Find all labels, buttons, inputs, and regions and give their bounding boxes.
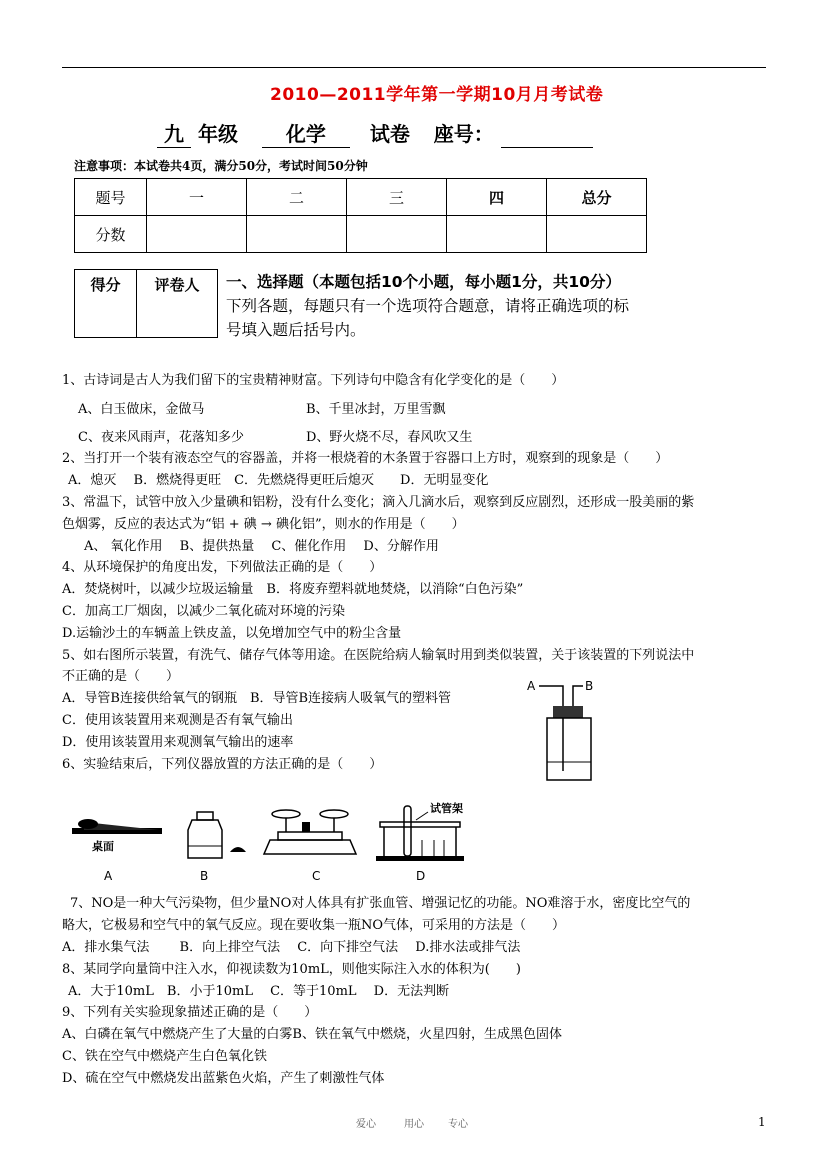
score-input-cell[interactable] <box>347 216 447 253</box>
option-5c: C．使用该装置用来观测是否有氧气输出 <box>62 713 293 728</box>
options-3: A、 氧化作用 B、提供热量 C、催化作用 D、分解作用 <box>84 539 439 554</box>
question-3-line2: 色烟雾，反应的表达式为“铝 + 碘 → 碘化铝”，则水的作用是（ ） <box>62 517 465 532</box>
subject-value: 化学 <box>262 118 350 148</box>
option-4c: C．加高工厂烟囱，以减少二氧化硫对环境的污染 <box>62 604 345 619</box>
options-7: A．排水集气法 B．向上排空气法 C．向下排空气法 D.排水法或排气法 <box>62 940 521 955</box>
figure-a-dropper <box>72 819 162 853</box>
score-input-cell[interactable] <box>547 216 647 253</box>
grader-name-label: 评卷人 <box>137 270 218 338</box>
grader-table <box>74 269 218 338</box>
figure-label-c: C <box>312 869 321 883</box>
question-3-line1: 3、常温下，试管中放入少量碘和铝粉，没有什么变化；滴入几滴水后，观察到反应剧烈，还形成一股美丽的紫 <box>62 495 695 510</box>
question-1: 1、古诗词是古人为我们留下的宝贵精神财富。下列诗句中隐含有化学变化的是（ ） <box>62 373 565 388</box>
notice: 注意事项：本试卷共4页，满分50分，考试时间50分钟 <box>74 159 368 173</box>
instrument-figures <box>64 800 484 886</box>
question-5-line2: 不正确的是（ ） <box>62 669 180 684</box>
question-7-line1: 7、NO是一种大气污染物，但少量NO对人体具有扩张血管、增强记忆的功能。NO难溶于水，密度比空气的 <box>70 896 691 911</box>
score-table-value-row <box>75 216 647 253</box>
stopper <box>553 706 583 718</box>
section-title: 一、选择题（本题包括10个小题，每小题1分，共10分） <box>226 273 621 291</box>
grade-value: 九 <box>157 118 191 148</box>
question-4: 4、从环境保护的角度出发，下列做法正确的是（ ） <box>62 560 383 575</box>
option-1b: B、千里冰封，万里雪飘 <box>306 402 446 417</box>
figure-label-d: D <box>416 869 426 883</box>
score-input-cell[interactable] <box>147 216 247 253</box>
seat-label: 座号： <box>433 122 494 146</box>
seat-blank[interactable] <box>501 125 593 148</box>
figure-d-test-tube-rack <box>376 801 464 861</box>
figure-label-a: A <box>104 869 113 883</box>
score-cell: 四 <box>447 179 547 216</box>
score-table-header-row <box>75 179 647 216</box>
top-rule <box>62 67 766 68</box>
exam-subtitle <box>157 118 593 148</box>
score-input-cell[interactable] <box>247 216 347 253</box>
grader-score-label: 得分 <box>75 270 137 338</box>
gas-washing-bottle-figure <box>525 676 610 786</box>
option-4ab: A．焚烧树叶，以减少垃圾运输量 B．将废弃塑料就地焚烧，以消除“白色污染” <box>62 582 524 597</box>
option-5d: D．使用该装置用来观测氧气输出的速率 <box>62 735 294 750</box>
score-cell: 总分 <box>547 179 647 216</box>
question-7-line2: 略大，它极易和空气中的氧气反应。现在要收集一瓶NO气体，可采用的方法是（ ） <box>62 918 566 933</box>
figure-label-b: B <box>200 869 209 883</box>
score-cell: 二 <box>247 179 347 216</box>
score-table <box>74 178 647 253</box>
question-2: 2、当打开一个装有液态空气的容器盖，并将一根烧着的木条置于容器口上方时，观察到的现象是（ ） <box>62 451 669 466</box>
section-instruction: 下列各题，每题只有一个选项符合题意，请将正确选项的标号填入题后括号内。 <box>226 297 630 339</box>
grade-label: 年级 <box>197 122 238 146</box>
figure-c-balance <box>264 810 356 854</box>
figure-b-bottle <box>188 812 246 858</box>
question-5-line1: 5、如右图所示装置，有洗气、储存气体等用途。在医院给病人输氧时用到类似装置，关于该装置的下列说法中 <box>62 648 695 663</box>
question-6: 6、实验结束后，下列仪器放置的方法正确的是（ ） <box>62 757 383 772</box>
apparatus-label-b: B <box>585 679 594 693</box>
options-8: A．大于10mL B．小于10mL C．等于10mL D．无法判断 <box>68 984 450 999</box>
footer-text-2: 用心 <box>404 1119 424 1130</box>
exam-label: 试卷 <box>369 122 410 146</box>
option-9c: C、铁在空气中燃烧产生白色氧化铁 <box>62 1049 267 1064</box>
desk-label: 桌面 <box>92 840 114 853</box>
exam-title: 2010—2011学年第一学期10月月考试卷 <box>270 85 604 105</box>
tube-a <box>539 686 563 771</box>
score-input-cell[interactable] <box>447 216 547 253</box>
score-cell: 一 <box>147 179 247 216</box>
rack-label: 试管架 <box>430 802 463 815</box>
footer-text-3: 专心 <box>448 1119 468 1130</box>
option-5ab: A．导管B连接供给氧气的钢瓶 B．导管B连接病人吸氧气的塑料管 <box>62 691 452 706</box>
score-cell: 分数 <box>75 216 147 253</box>
option-9ab: A、白磷在氧气中燃烧产生了大量的白雾B、铁在氧气中燃烧，火星四射，生成黑色固体 <box>62 1027 562 1042</box>
footer-text-1: 爱心 <box>356 1119 376 1130</box>
section-heading <box>226 270 636 342</box>
question-8: 8、某同学向量筒中注入水，仰视读数为10mL，则他实际注入水的体积为( ) <box>62 962 521 977</box>
option-4d: D.运输沙土的车辆盖上铁皮盖，以免增加空气中的粉尘含量 <box>62 626 402 641</box>
option-1a: A、白玉做床，金做马 <box>78 402 205 417</box>
question-9: 9、下列有关实验现象描述正确的是（ ） <box>62 1005 318 1020</box>
score-cell: 题号 <box>75 179 147 216</box>
apparatus-label-a: A <box>527 679 536 693</box>
option-1d: D、野火烧不尽，春风吹又生 <box>306 430 473 445</box>
options-2: A．熄灭 B．燃烧得更旺 C．先燃烧得更旺后熄灭 D．无明显变化 <box>68 473 489 488</box>
option-1c: C、夜来风雨声，花落知多少 <box>78 430 244 445</box>
bottle <box>547 718 591 780</box>
option-9d: D、硫在空气中燃烧发出蓝紫色火焰，产生了刺激性气体 <box>62 1071 385 1086</box>
page-number: 1 <box>758 1115 766 1129</box>
score-cell: 三 <box>347 179 447 216</box>
